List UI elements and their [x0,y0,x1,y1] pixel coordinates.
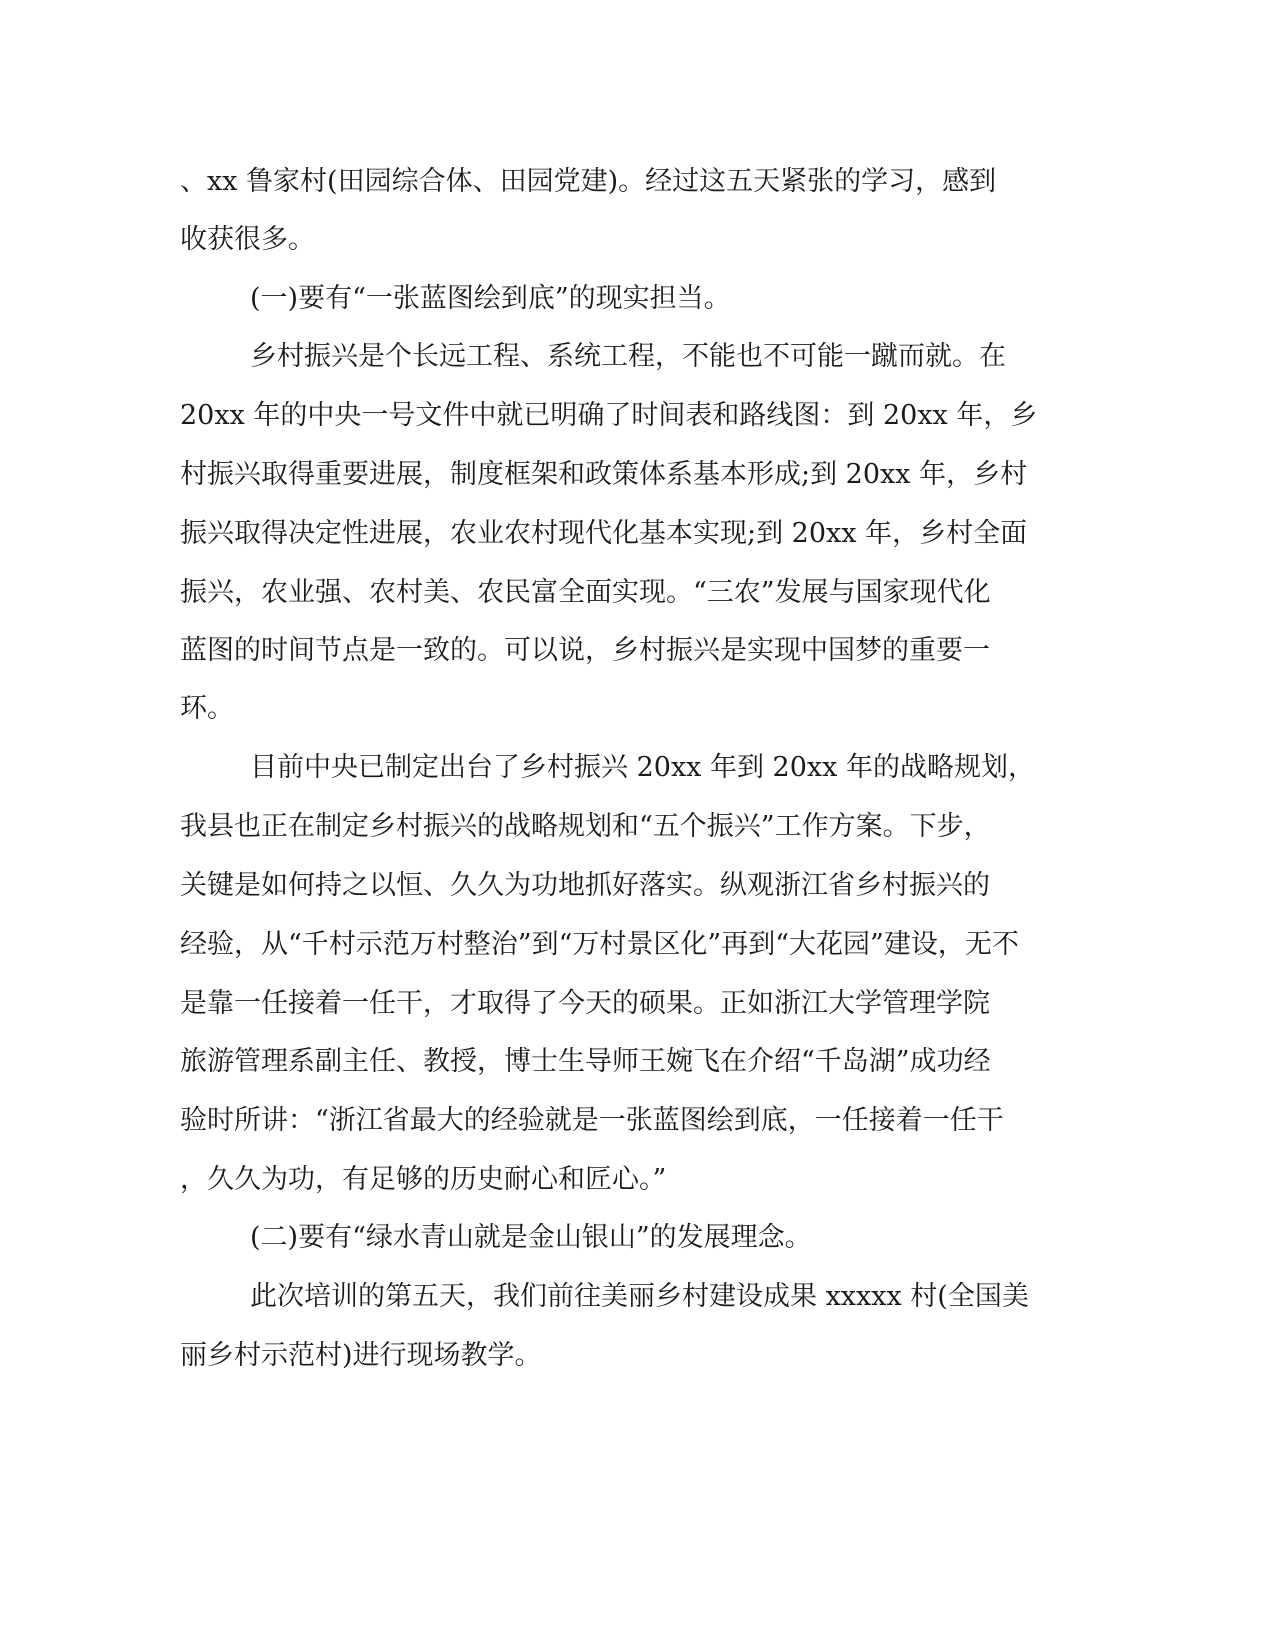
line-text: ，久久为功，有足够的历史耐心和匠心。” [180,1164,667,1195]
line-text: 丽乡村示范村)进行现场教学。 [180,1340,542,1371]
text-line [0,573,1275,613]
text-line [0,807,1275,847]
line-text: 乡村振兴是个长远工程、系统工程，不能也不可能一蹴而就。在 [250,341,1006,372]
line-text: 旅游管理系副主任、教授，博士生导师王婉飞在介绍“千岛湖”成功经 [180,1046,991,1077]
text-line [0,514,1275,554]
text-line [0,1042,1275,1082]
line-text: 、xx 鲁家村(田园综合体、田园党建)。经过这五天紧张的学习，感到 [180,166,997,197]
line-text: 我县也正在制定乡村振兴的战略规划和“五个振兴”工作方案。下步， [180,811,991,842]
text-line [0,631,1275,671]
text-line [0,689,1275,729]
text-line [0,220,1275,260]
text-line [0,455,1275,495]
section-heading-line [0,1218,1275,1258]
text-line [0,162,1275,202]
text-line [0,866,1275,906]
text-line [0,748,1275,788]
text-line [0,1277,1275,1317]
line-text: 此次培训的第五天，我们前往美丽乡村建设成果 xxxxx 村(全国美 [250,1281,1029,1312]
line-text: 20xx 年的中央一号文件中就已明确了时间表和路线图：到 20xx 年，乡 [180,400,1038,431]
text-line [0,337,1275,377]
text-line [0,1160,1275,1200]
line-text: 振兴，农业强、农村美、农民富全面实现。“三农”发展与国家现代化 [180,577,991,608]
line-text: 蓝图的时间节点是一致的。可以说，乡村振兴是实现中国梦的重要一 [180,635,990,666]
line-text: 经验，从“千村示范万村整治”到“万村景区化”再到“大花园”建设，无不 [180,929,1019,960]
line-text: 是靠一任接着一任干，才取得了今天的硕果。正如浙江大学管理学院 [180,988,990,1019]
line-text: 验时所讲：“浙江省最大的经验就是一张蓝图绘到底，一任接着一任干 [180,1105,1004,1136]
line-text: 村振兴取得重要进展，制度框架和政策体系基本形成;到 20xx 年，乡村 [180,459,1028,490]
line-text: 目前中央已制定出台了乡村振兴 20xx 年到 20xx 年的战略规划， [250,752,1035,783]
section-heading-line [0,279,1275,319]
text-line [0,984,1275,1024]
text-line [0,1336,1275,1376]
section-heading-1: (一)要有“一张蓝图绘到底”的现实担当。 [250,283,731,314]
line-text: 环。 [180,693,234,724]
line-text: 收获很多。 [180,224,315,255]
line-text: 振兴取得决定性进展，农业农村现代化基本实现;到 20xx 年，乡村全面 [180,518,1028,549]
text-line [0,396,1275,436]
text-line [0,1101,1275,1141]
section-heading-2: (二)要有“绿水青山就是金山银山”的发展理念。 [250,1222,812,1253]
line-text: 关键是如何持之以恒、久久为功地抓好落实。纵观浙江省乡村振兴的 [180,870,990,901]
text-line [0,925,1275,965]
